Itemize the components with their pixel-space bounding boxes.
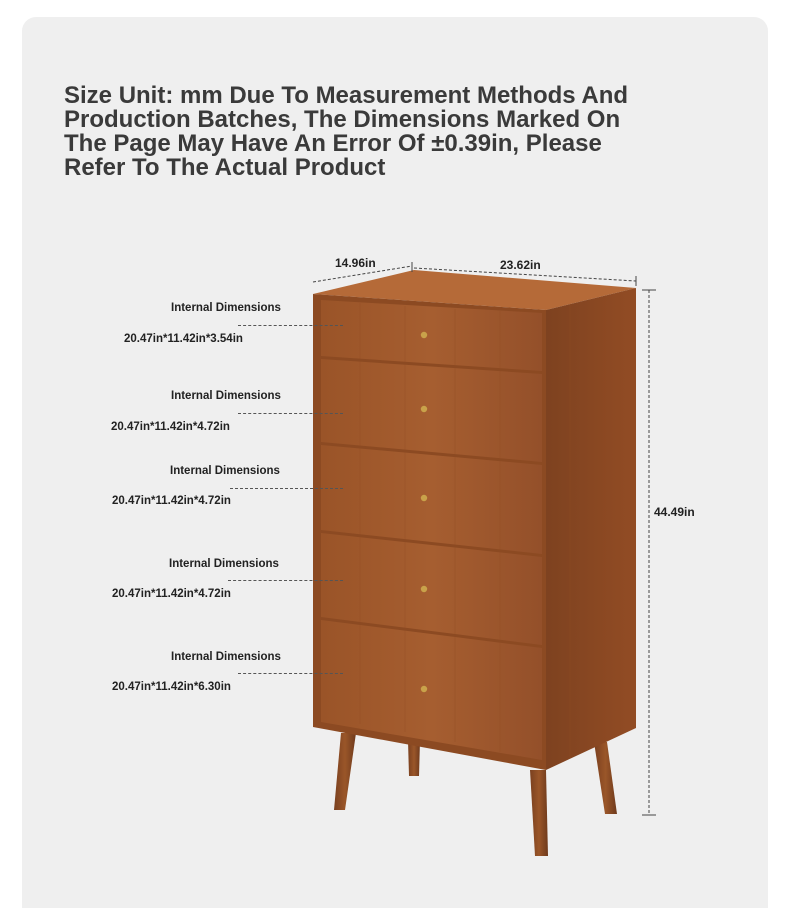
drawer-4-size: 20.47in*11.42in*4.72in <box>112 588 231 600</box>
dresser-side <box>546 288 636 770</box>
knob-4 <box>421 586 427 592</box>
drawer-3-guide <box>230 488 343 489</box>
overall-height-label: 44.49in <box>654 505 695 519</box>
knob-1 <box>421 332 427 338</box>
drawer-4-label: Internal Dimensions <box>169 558 279 570</box>
drawer-5-guide <box>238 673 343 674</box>
size-disclaimer-heading: Size Unit: mm Due To Measurement Methods And Production Batches, The Dimensions Marked On The Page May Have An Error Of ±0.39in, Please Refer To The Actual Product <box>64 82 629 181</box>
leg-front-right <box>530 770 548 856</box>
overall-width-label: 23.62in <box>500 258 541 272</box>
drawer-1-size: 20.47in*11.42in*3.54in <box>124 333 243 345</box>
overall-depth-label: 14.96in <box>335 256 376 270</box>
leg-back-right <box>594 742 617 814</box>
drawer-1-label: Internal Dimensions <box>171 302 281 314</box>
drawer-3-size: 20.47in*11.42in*4.72in <box>112 495 231 507</box>
leg-front-left <box>334 733 356 810</box>
drawer-2-label: Internal Dimensions <box>171 390 281 402</box>
knob-2 <box>421 406 427 412</box>
knob-3 <box>421 495 427 501</box>
drawer-2-guide <box>238 413 343 414</box>
drawer-5-label: Internal Dimensions <box>171 651 281 663</box>
drawer-5-size: 20.47in*11.42in*6.30in <box>112 681 231 693</box>
drawer-1-guide <box>238 325 343 326</box>
knob-5 <box>421 686 427 692</box>
drawer-4-guide <box>228 580 343 581</box>
drawer-2-size: 20.47in*11.42in*4.72in <box>111 421 230 433</box>
drawer-3-label: Internal Dimensions <box>170 465 280 477</box>
